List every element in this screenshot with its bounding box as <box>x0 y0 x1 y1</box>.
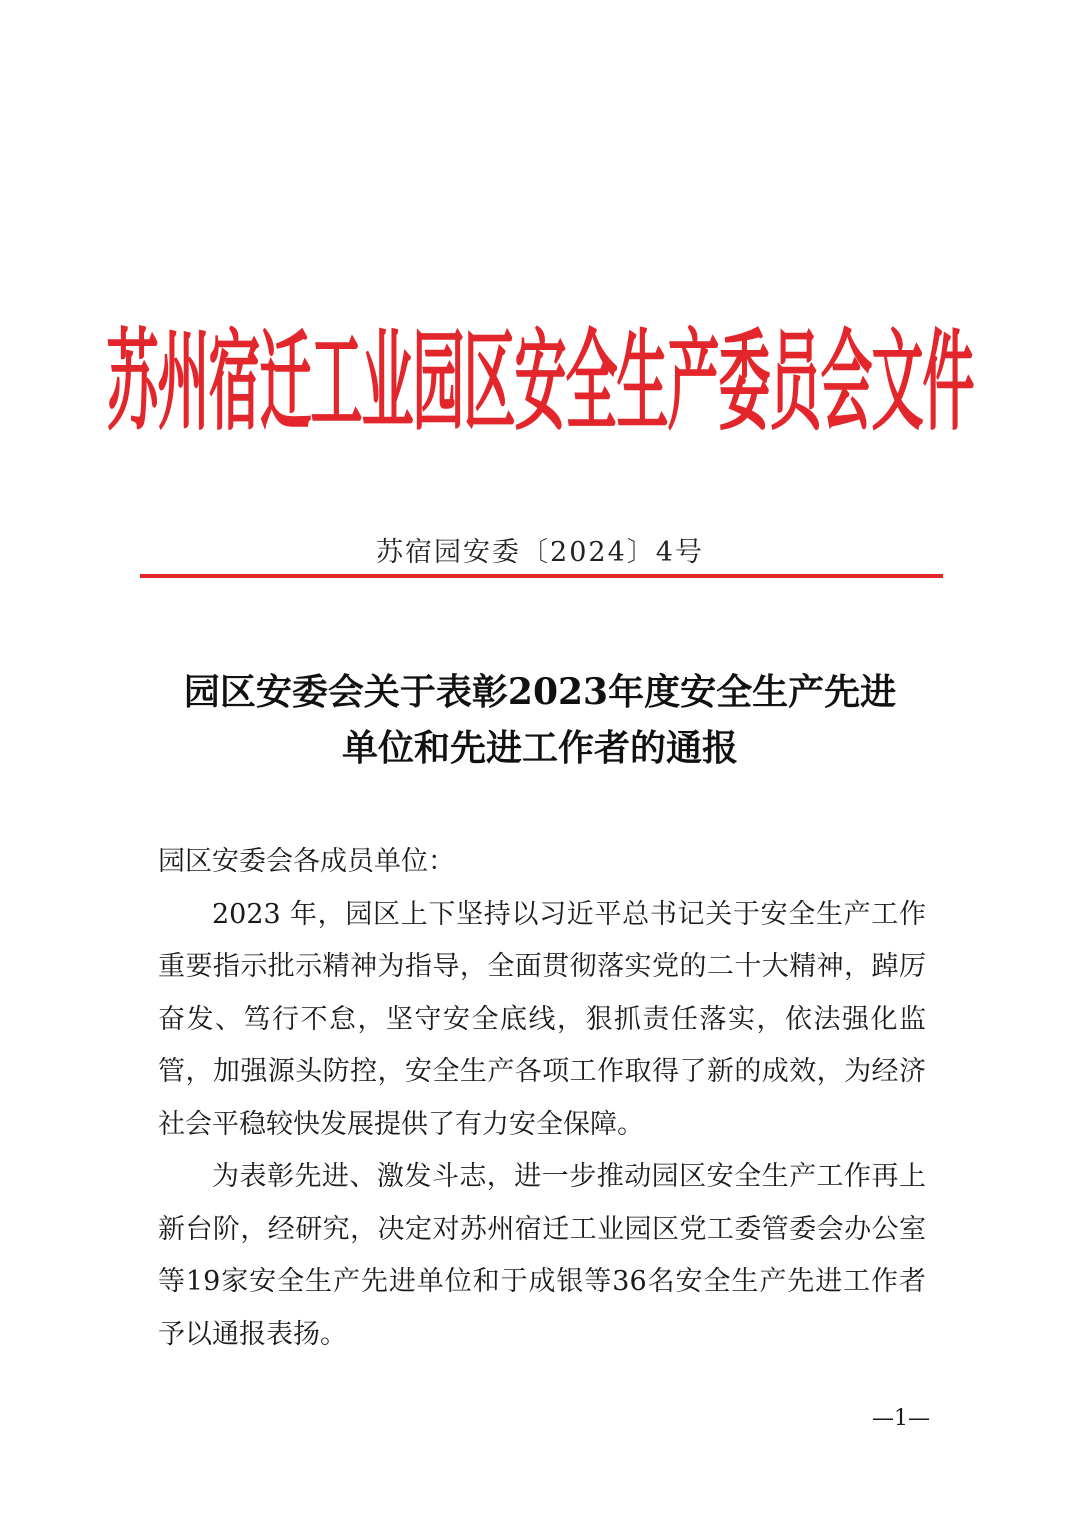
masthead-title: 苏州宿迁工业园区安全生产委员会文件 <box>106 320 974 447</box>
title-line-2: 单位和先进工作者的通报 <box>341 727 738 769</box>
title-line-1: 园区安委会关于表彰2023年度安全生产先进 <box>183 671 897 713</box>
salutation: 园区安委会各成员单位： <box>158 846 455 877</box>
document-title <box>100 664 980 776</box>
page-number: —1— <box>872 1406 930 1431</box>
document-number: 苏宿园安委〔2024〕4号 <box>376 537 704 568</box>
masthead <box>100 292 980 452</box>
body-paragraph-2: 为表彰先进、激发斗志，进一步推动园区安全生产工作再上新台阶，经研究，决定对苏州宿迁工业园区党工委管委会办公室等19家安全生产先进单位和于成银等36名安全生产先进工作者予以通报表扬。 <box>158 1161 926 1350</box>
document-body <box>158 836 926 1361</box>
body-paragraph-1: 2023 年，园区上下坚持以习近平总书记关于安全生产工作重要指示批示精神为指导，全面贯彻落实党的二十大精神，踔厉奋发、笃行不怠，坚守安全底线，狠抓责任落实，依法强化监管，加强源头防控，安全生产各项工作取得了新的成效，为经济社会平稳较快发展提供了有力安全保障。 <box>158 898 926 1140</box>
red-divider-line <box>140 574 943 578</box>
